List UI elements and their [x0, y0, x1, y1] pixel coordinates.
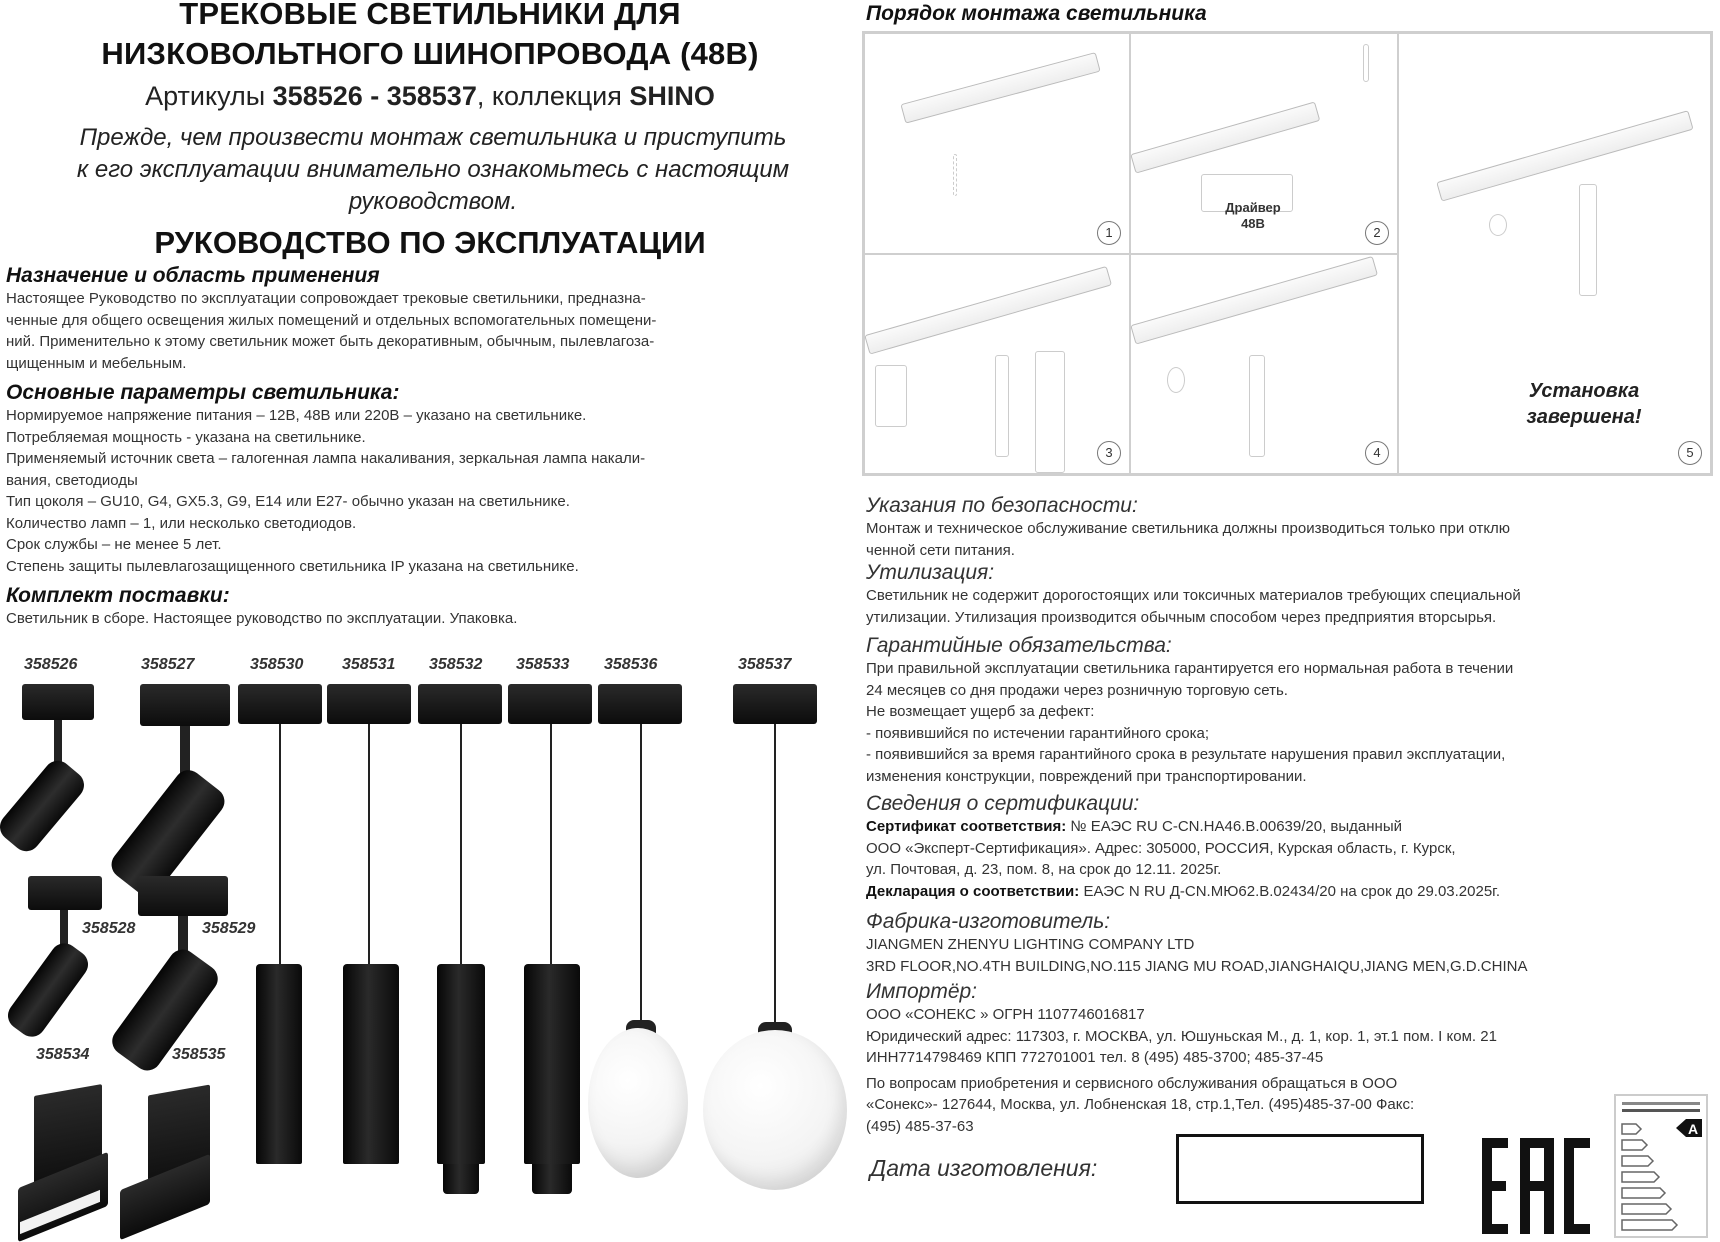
- product-code: 358531: [342, 656, 396, 673]
- text-line: - появившийся за время гарантийного срока в результате нарушения правил эксплуатации,: [866, 746, 1506, 763]
- text-line: Не возмещает ущерб за дефект:: [866, 703, 1095, 720]
- text-line: Потребляемая мощность - указана на светильнике.: [6, 428, 366, 446]
- section-heading: Сведения о сертификации:: [866, 792, 1140, 815]
- text-line: ул. Почтовая, д. 23, пом. 8, на срок до 12.11. 2025г.: [866, 861, 1222, 878]
- section-heading: Утилизация:: [866, 561, 995, 584]
- product-code: 358529: [202, 920, 256, 937]
- section-heading: Назначение и область применения: [6, 264, 380, 287]
- section-body: [866, 1004, 1716, 1137]
- intro-line: Прежде, чем произвести монтаж светильника и приступить: [79, 124, 787, 151]
- installation-heading: Порядок монтажа светильника: [866, 2, 1207, 25]
- articles-range: 358526 - 358537: [272, 81, 477, 111]
- intro-line: руководством.: [348, 188, 518, 215]
- text-line: Светильник не содержит дорогостоящих или токсичных материалов требующих специальной: [866, 587, 1521, 604]
- articles-line: [0, 80, 860, 112]
- text-line: 3RD FLOOR,NO.4TH BUILDING,NO.115 JIANG MU ROAD,JIANGHAIQU,JIANG MEN,G.D.CHINA: [866, 957, 1528, 975]
- section-heading: Гарантийные обязательства:: [866, 634, 1172, 657]
- section-heading: Основные параметры светильника:: [6, 381, 400, 404]
- text-line: ченные для общего освещения жилых помещений и отдельных вспомогательных помещени-: [6, 311, 657, 329]
- product-code: 358527: [141, 656, 195, 673]
- section-body: [6, 405, 856, 577]
- section-body: [6, 608, 856, 630]
- text-line: Юридический адрес: 117303, г. МОСКВА, ул. Юшуньская М., д. 1, кор. 1, эт.1 пом. I ком. 21: [866, 1027, 1497, 1045]
- install-step-1: [864, 33, 1130, 254]
- articles-prefix: Артикулы: [145, 81, 273, 111]
- text-line: По вопросам приобретения и сервисного обслуживания обращаться в ООО: [866, 1074, 1398, 1092]
- product-code: 358528: [82, 920, 136, 937]
- cert-label: Сертификат соответствия:: [866, 818, 1067, 835]
- text-line: Нормируемое напряжение питания – 12В, 48В или 220В – указано на светильнике.: [6, 407, 587, 424]
- text-line: изменения конструкции, повреждений при транспортировании.: [866, 767, 1307, 785]
- text-line: вания, светодиоды: [6, 471, 138, 489]
- text-line: «Сонекс»- 127644, Москва, ул. Лобненская 18, стр.1,Тел. (495)485-37-00 Факс:: [866, 1096, 1415, 1113]
- section-body: [866, 934, 1716, 977]
- text-line: 24 месяцев со дня продажи через розничную торговую сеть.: [866, 681, 1288, 699]
- product-code: 358535: [172, 1046, 226, 1063]
- doc-title-line2: НИЗКОВОЛЬТНОГО ШИНОПРОВОДА (48В): [101, 36, 759, 71]
- intro-text: [8, 122, 858, 218]
- eac-mark-icon: [1482, 1138, 1590, 1238]
- cert-value: № ЕАЭС RU C-CN.НА46.В.00639/20, выданный: [1066, 818, 1402, 835]
- decl-label: Декларация о соответствии:: [866, 882, 1080, 900]
- energy-class-text: A: [1688, 1121, 1699, 1137]
- step-number: 4: [1365, 441, 1389, 465]
- driver-label-line: Драйвер: [1225, 200, 1281, 215]
- text-line: Степень защиты пылевлагозащищенного светильника IP указана на светильнике.: [6, 557, 579, 575]
- cert-line: [866, 816, 1716, 838]
- manual-title: РУКОВОДСТВО ПО ЭКСПЛУАТАЦИИ: [154, 225, 706, 260]
- text-line: ООО «Эксперт-Сертификация». Адрес: 305000, РОССИЯ, Курская область, г. Курск,: [866, 839, 1456, 857]
- text-line: ИНН7714798469 КПП 772701001 тел. 8 (495) 485-3700; 485-37-45: [866, 1049, 1324, 1066]
- manufacture-date-box: [1176, 1134, 1424, 1204]
- section-importer: [866, 980, 1716, 1137]
- step-number: 2: [1365, 221, 1389, 245]
- install-step-5: [1398, 33, 1711, 474]
- section-package: [6, 584, 856, 630]
- section-warranty: [866, 634, 1716, 787]
- text-line: ний. Применительно к этому светильник может быть декоративным, обычным, пылевлагоза-: [6, 333, 655, 350]
- driver-label-line: 48В: [1241, 216, 1265, 231]
- section-body: [866, 518, 1716, 561]
- text-line: Светильник в сборе. Настоящее руководство по эксплуатации. Упаковка.: [6, 610, 518, 627]
- text-line: (495) 485-37-63: [866, 1117, 974, 1135]
- section-parameters: [6, 381, 856, 577]
- text-line: Количество ламп – 1, или несколько светодиодов.: [6, 514, 357, 532]
- product-code: 358533: [516, 656, 570, 673]
- section-manufacturer: [866, 910, 1716, 977]
- text-line: утилизации. Утилизация производится обычным способом через предприятия вторсырья.: [866, 608, 1497, 626]
- step-number: 1: [1097, 221, 1121, 245]
- decl-value: ЕАЭС N RU Д-CN.МЮ62.В.02434/20 на срок до 29.03.2025г.: [1079, 882, 1500, 900]
- collection-name: SHINO: [629, 81, 715, 111]
- product-code: 358536: [604, 656, 658, 673]
- text-line: ченной сети питания.: [866, 541, 1015, 559]
- product-code: 358526: [24, 656, 78, 673]
- manufacture-date-label: Дата изготовления:: [870, 1155, 1098, 1181]
- installation-diagram: [862, 31, 1713, 476]
- step-number: 3: [1097, 441, 1121, 465]
- section-heading: Импортёр:: [866, 980, 978, 1003]
- done-line: Установка: [1528, 380, 1640, 402]
- product-code: 358530: [250, 656, 304, 673]
- section-certification: [866, 792, 1716, 902]
- text-line: При правильной эксплуатации светильника гарантируется его нормальная работа в течении: [866, 660, 1514, 677]
- install-step-3: [864, 254, 1130, 474]
- section-heading: Указания по безопасности:: [866, 494, 1138, 517]
- installation-complete-label: [1499, 378, 1669, 430]
- text-line: ООО «СОНЕКС » ОГРН 1107746016817: [866, 1006, 1145, 1023]
- text-line: щищенным и мебельным.: [6, 354, 187, 372]
- section-heading: Комплект поставки:: [6, 584, 230, 607]
- energy-scale-bars-icon: [1620, 1118, 1704, 1234]
- intro-line: к его эксплуатации внимательно ознакомьтесь с настоящим: [76, 156, 790, 183]
- install-step-4: [1130, 254, 1398, 474]
- text-line: Тип цоколя – GU10, G4, GX5.3, G9, E14 или E27- обычно указан на светильнике.: [6, 493, 570, 510]
- energy-efficiency-label-icon: [1614, 1094, 1708, 1238]
- section-disposal: [866, 561, 1716, 628]
- doc-title-line1: ТРЕКОВЫЕ СВЕТИЛЬНИКИ ДЛЯ: [179, 0, 681, 31]
- text-line: JIANGMEN ZHENYU LIGHTING COMPANY LTD: [866, 936, 1195, 953]
- text-line: Срок службы – не менее 5 лет.: [6, 536, 222, 553]
- text-line: Монтаж и техническое обслуживание светильника должны производиться только при отклю: [866, 520, 1511, 537]
- decl-line: [866, 881, 1716, 903]
- text-line: Применяемый источник света – галогенная лампа накаливания, зеркальная лампа накали-: [6, 450, 646, 467]
- section-body: [866, 658, 1716, 787]
- section-body: [6, 288, 856, 374]
- product-code: 358532: [429, 656, 483, 673]
- product-code: 358534: [36, 1046, 90, 1063]
- step-number: 5: [1678, 441, 1702, 465]
- product-gallery: [0, 650, 860, 1238]
- section-safety: [866, 494, 1716, 561]
- section-purpose: [6, 264, 856, 374]
- text-line: Настоящее Руководство по эксплуатации сопровождает трековые светильники, предназна-: [6, 290, 646, 307]
- text-line: - появившийся по истечении гарантийного срока;: [866, 724, 1210, 742]
- section-body: [866, 816, 1716, 902]
- driver-label: [1203, 200, 1303, 232]
- done-line: завершена!: [1526, 406, 1642, 428]
- product-code: 358537: [738, 656, 792, 673]
- section-body: [866, 585, 1716, 628]
- section-heading: Фабрика-изготовитель:: [866, 910, 1111, 933]
- collection-prefix: , коллекция: [476, 81, 630, 111]
- install-step-2: [1130, 33, 1398, 254]
